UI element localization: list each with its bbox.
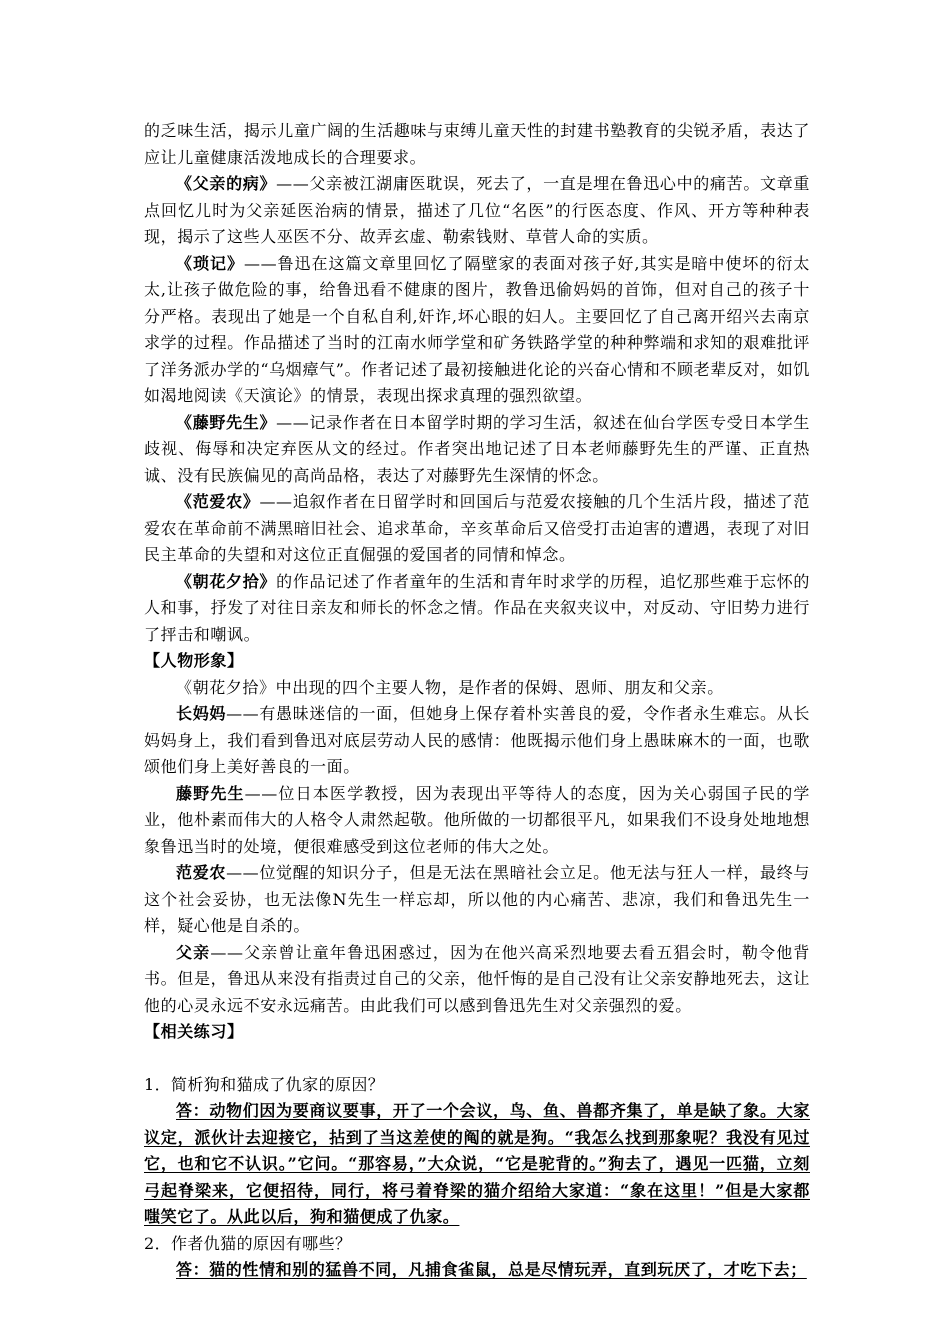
- characters-intro: 《朝花夕拾》中出现的四个主要人物，是作者的保姆、恩师、朋友和父亲。: [176, 677, 724, 697]
- character-paragraph-fan-ainong: [144, 860, 810, 940]
- character-text: ——位日本医学教授，因为表现出平等待人的态度，因为关心弱国子民的学业，他朴素而伟大的人格令人肃然起敬。他所做的一切都很平凡，如果我们不设身处地地想象鲁迅当时的处境，便很难感受到这位老师的伟大之处。: [144, 783, 810, 856]
- character-name: 父亲: [176, 942, 211, 962]
- answer-2-paragraph: [144, 1257, 810, 1284]
- character-name: 范爱农: [176, 863, 227, 882]
- practice-heading: 【相关练习】: [144, 1022, 244, 1041]
- work-text: ——追叙作者在日留学时和回国后与范爱农接触的几个生活片段，描述了范爱农在革命前不满黑暗旧社会、追求革命，辛亥革命后又倍受打击迫害的遭遇，表现了对旧民主革命的失望和对这位正直倔强的爱国者的同情和悼念。: [144, 492, 810, 564]
- answer-2: 答：猫的性情和别的猛兽不同，凡捕食雀鼠，总是尽情玩弄，直到玩厌了，才吃下去；: [176, 1260, 807, 1279]
- question-1: 1．简析狗和猫成了仇家的原因？: [144, 1074, 385, 1094]
- work-text: ——父亲被江湖庸医耽误，死去了，一直是埋在鲁迅心中的痛苦。文章重点回忆儿时为父亲延医治病的情景，描述了几位“名医”的行医态度、作风、开方等种种表现，揭示了这些人巫医不分、故弄玄虚、勒索钱财、草菅人命的实质。: [144, 174, 810, 246]
- intro-tail-paragraph: 的乏味生活，揭示儿童广阔的生活趣味与束缚儿童天性的封建书塾教育的尖锐矛盾，表达了应让儿童健康活泼地成长的合理要求。: [144, 121, 810, 167]
- work-title: 《范爱农》: [176, 492, 260, 511]
- work-paragraph-suoji: [144, 251, 810, 410]
- character-text: ——父亲曾让童年鲁迅困惑过，因为在他兴高采烈地要去看五猖会时，勒令他背书。但是，鲁迅从来没有指责过自己的父亲，他忏悔的是自己没有让父亲安静地死去，这让他的心灵永远不安永远痛苦。由此我们可以感到鲁迅先生对父亲强烈的爱。: [144, 942, 810, 1015]
- work-paragraph-fujino: [144, 410, 810, 490]
- work-text: ——鲁迅在这篇文章里回忆了隔壁家的表面对孩子好,其实是暗中使坏的衍太太,让孩子做危险的事，给鲁迅看不健康的图片，教鲁迅偷妈妈的首饰，但对自己的孩子十分严格。表现出了她是一个自私自利,奸诈,坏心眼的妇人。主要回忆了自己离开绍兴去南京求学的过程。作品描述了当时的江南水师学堂和矿务铁路学堂的种种弊端和求知的艰难批评了洋务派办学的“乌烟瘴气”。作者记述了最初接触进化论的兴奋心情和不顾老辈反对，如饥如渴地阅读《天演论》的情景，表现出探求真理的强烈欲望。: [144, 253, 810, 405]
- character-paragraph-chang-mama: [144, 701, 810, 781]
- characters-heading: 【人物形象】: [144, 651, 244, 670]
- character-text: ——有愚昧迷信的一面，但她身上保存着朴实善良的爱，令作者永生难忘。从长妈妈身上，我们看到鲁迅对底层劳动人民的感情：他既揭示他们身上愚昧麻木的一面，也歌颂他们身上美好善良的一面。: [144, 704, 810, 776]
- work-paragraph-fan-ainong: [144, 489, 810, 569]
- answer-1: 答：动物们因为要商议要事，开了一个会议，鸟、鱼、兽都齐集了，单是缺了象。大家议定，派伙计去迎接它，拈到了当这差使的阄的就是狗。“我怎么找到那象呢？我没有见过它，也和它不认识。”它问。“那容易，”大众说，“它是驼背的。”狗去了，遇见一匹猫，立刻弓起脊梁来，它便招待，同行，将弓着脊梁的猫介绍给大家道：“象在这里！”但是大家都嗤笑它了。从此以后，狗和猫便成了仇家。: [144, 1101, 810, 1226]
- work-title: 《藤野先生》: [176, 412, 277, 432]
- work-title: 《父亲的病》: [176, 174, 277, 193]
- character-paragraph-father: [144, 940, 810, 1020]
- work-text: 的作品记述了作者童年的生活和青年时求学的历程，追忆那些难于忘怀的人和事，抒发了对往日亲友和师长的怀念之情。作品在夹叙夹议中，对反动、守旧势力进行了抨击和嘲讽。: [144, 571, 810, 644]
- character-name: 藤野先生: [176, 783, 245, 803]
- work-title: 《朝花夕拾》: [176, 571, 277, 591]
- character-name: 长妈妈: [176, 704, 227, 723]
- work-paragraph-collection: [144, 569, 810, 649]
- answer-1-paragraph: [144, 1098, 810, 1231]
- work-paragraph-father-illness: [144, 171, 810, 251]
- spacer: [144, 1046, 810, 1072]
- character-paragraph-fujino: [144, 781, 810, 861]
- character-text: ——位觉醒的知识分子，但是无法在黑暗社会立足。他无法与狂人一样，最终与这个社会妥协，也无法像N先生一样忘却，所以他的内心痛苦、悲凉，我们和鲁迅先生一样，疑心他是自杀的。: [144, 863, 810, 935]
- work-title: 《琐记》: [176, 253, 244, 273]
- work-text: ——记录作者在日本留学时期的学习生活，叙述在仙台学医专受日本学生歧视、侮辱和决定弃医从文的经过。作者突出地记述了日本老师藤野先生的严谨、正直热诚、没有民族偏见的高尚品格，表达了对藤野先生深情的怀念。: [144, 412, 810, 485]
- question-2: 2．作者仇猫的原因有哪些？: [144, 1233, 352, 1253]
